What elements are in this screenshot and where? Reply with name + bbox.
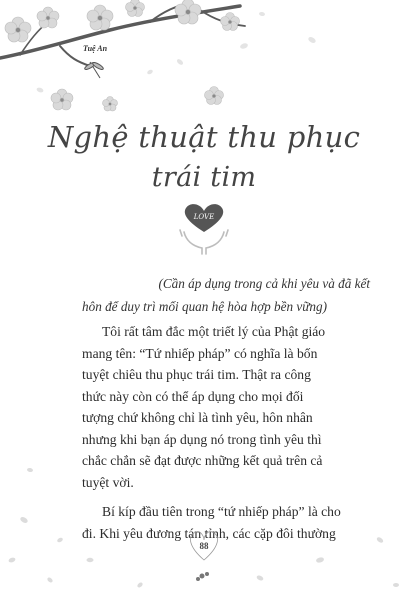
paragraph-line: chắc chắn sẽ đạt được những kết quả trên cả bbox=[82, 453, 323, 468]
paragraph-line: nhưng khi bạn áp dụng nó trong tình yêu thì bbox=[82, 431, 322, 447]
paragraph-line: đi. Khi yêu đương tán tỉnh, các cặp đôi thường bbox=[82, 525, 336, 541]
chapter-subtitle bbox=[82, 272, 370, 318]
author-name: Tuệ An bbox=[83, 44, 108, 53]
paragraph-line: thức này còn có thể áp dụng cho mọi đối bbox=[82, 388, 304, 404]
paragraph-line: mang tên: “Tứ nhiếp pháp” có nghĩa là bốn bbox=[82, 345, 318, 361]
paragraph-line: tượng chứ không chỉ là tình yêu, hôn nhân bbox=[82, 410, 313, 425]
blossom-branch-decoration bbox=[0, 0, 408, 130]
heart-label: LOVE bbox=[193, 213, 215, 221]
chapter-title-line1: Nghệ thuật thu phục bbox=[47, 120, 361, 154]
paragraph-line: Tôi rất tâm đắc một triết lý của Phật giáo bbox=[102, 324, 326, 339]
heart-in-hands-icon bbox=[176, 202, 232, 256]
paragraph-line: Bí kíp đầu tiên trong “tứ nhiếp pháp” là cho bbox=[102, 504, 341, 519]
subtitle-line2: hôn để duy trì mối quan hệ hòa hợp bền vững) bbox=[82, 299, 327, 314]
chapter-title-line2: trái tim bbox=[151, 162, 257, 193]
body-text bbox=[82, 321, 372, 544]
subtitle-line1: (Cần áp dụng trong cả khi yêu và đã kết bbox=[158, 276, 370, 291]
paragraph-line: tuyệt chiêu thu phục trái tim. Thật ra công bbox=[82, 367, 311, 382]
paragraph-line: tuyệt vời. bbox=[82, 474, 134, 490]
page-number: 88 bbox=[199, 541, 209, 551]
